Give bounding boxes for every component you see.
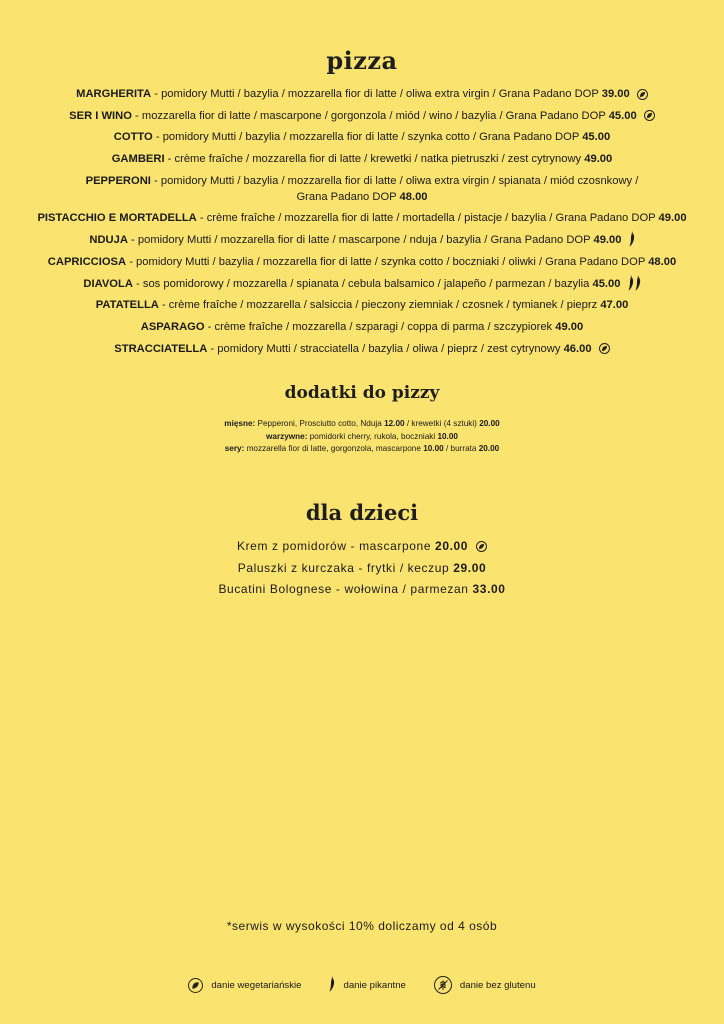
item-description: - crème fraîche / mozzarella / szparagi / coppa di parma / szczypiorek [204,320,556,333]
addons-text: / burrata [443,444,479,453]
addons-price: 20.00 [479,419,500,428]
item-description: - crème fraîche / mozzarella / salsiccia / pieczony ziemniak / czosnek / tymianek / pieprz [158,299,601,312]
item-price: 48.00 [399,191,428,204]
item-name: STRACCIATELLA [114,342,208,355]
menu-item-nduja [0,232,724,249]
addons-cheese-row [0,443,724,456]
item-name: ASPARAGO [140,320,205,333]
item-name: NDUJA [89,234,128,247]
chili-pepper-icon [629,231,635,247]
addons-label: sery: [224,444,245,453]
addons-veg-row [0,431,724,444]
item-description: - crème fraîche / mozzarella fior di latte / mortadella / pistacje / bazylia / Grana Padano DOP [196,212,659,225]
item-description: - pomidory Mutti / bazylia / mozzarella fior di latte / oliwa extra virgin / spianata / miód czosnkowy / Grana Padano DOP [150,174,639,204]
vegetarian-leaf-icon [644,110,655,121]
legend-spicy [329,977,405,993]
chili-pepper-icon [329,976,335,992]
item-price: 49.00 [658,212,687,225]
item-description: - pomidory Mutti / bazylia / mozzarella fior di latte / szynka cotto / boczniaki / oliwki / Grana Padano DOP [126,255,649,268]
menu-item-pepperoni [0,173,724,206]
item-description: - sos pomidorowy / mozzarella / spianata / cebula balsamico / jalapeño / parmezan / bazylia [132,277,593,290]
service-note: *serwis w wysokości 10% doliczamy od 4 osób [226,919,498,933]
item-price: 48.00 [648,255,677,268]
kids-item-price: 29.00 [453,560,487,575]
item-price: 45.00 [592,277,621,290]
kids-item [0,558,724,580]
item-price: 49.00 [555,320,584,333]
vegetarian-leaf-icon [637,89,648,100]
addons-text: mozzarella fior di latte, gorgonzola, mascarpone [244,444,424,453]
pizza-list [0,86,724,362]
menu-item-patatella [0,297,724,314]
menu-item-margherita [0,86,724,103]
item-price: 49.00 [593,234,622,247]
kids-item-text: Paluszki z kurczaka - frytki / keczup [237,560,454,575]
item-price: 45.00 [608,109,637,122]
menu-item-stracciatella [0,341,724,358]
item-description: - crème fraîche / mozzarella fior di latte / krewetki / natka pietruszki / zest cytrynowy [164,153,585,166]
addons-price: 12.00 [384,419,405,428]
menu-item-gamberi [0,151,724,168]
item-description: - mozzarella fior di latte / mascarpone / gorgonzola / miód / wino / bazylia / Grana Padano DOP [131,109,609,122]
item-description: - pomidory Mutti / mozzarella fior di latte / mascarpone / nduja / bazylia / Grana Padano DOP [127,234,594,247]
addons-text: pomidorki cherry, rukola, boczniaki [307,431,438,441]
item-price: 45.00 [582,131,611,144]
addons-label: mięsne: [224,419,256,428]
item-name: SER I WINO [69,109,132,122]
pizza-section-title: pizza [326,46,398,75]
item-description: - pomidory Mutti / bazylia / mozzarella fior di latte / szynka cotto / Grana Padano DOP [152,131,583,144]
addons-list [0,418,724,456]
item-name: PEPPERONI [85,174,151,187]
kids-item-text: Bucatini Bolognese - wołowina / parmezan [218,582,473,596]
addons-label: warzywne: [266,431,308,441]
kids-item [0,579,724,601]
kids-item [0,536,724,558]
chili-pepper-icon [635,275,641,291]
addons-meat-row [0,418,724,431]
item-price: 49.00 [584,153,613,166]
kids-list [0,536,724,601]
item-name: COTTO [113,131,153,144]
legend-spicy-label: danie pikantne [343,979,406,991]
legend-vegetarian-label: danie wegetariańskie [211,979,302,991]
menu-item-capricciosa [0,254,724,271]
vegetarian-leaf-icon [476,541,487,552]
addons-price: 10.00 [437,431,458,441]
kids-item-price: 33.00 [472,582,506,596]
addons-price: 20.00 [478,444,500,453]
item-price: 46.00 [563,342,592,355]
item-name: PISTACCHIO E MORTADELLA [37,212,197,225]
item-description: - pomidory Mutti / stracciatella / bazylia / oliwa / pieprz / zest cytrynowy [207,342,564,355]
kids-item-price: 20.00 [435,539,469,553]
item-description: - pomidory Mutti / bazylia / mozzarella fior di latte / oliwa extra virgin / Grana Padano DOP [151,88,602,100]
kids-item-text: Krem z pomidorów - mascarpone [236,539,436,553]
legend-gluten-free [434,976,536,994]
legend [0,976,724,994]
gluten-free-wheat-icon [434,976,452,994]
item-name: CAPRICCIOSA [47,255,127,268]
vegetarian-leaf-icon [599,343,610,354]
addons-text: Pepperoni, Prosciutto cotto, Nduja [255,419,385,428]
addons-section-title: dodatki do pizzy [284,383,440,403]
item-price: 39.00 [601,88,630,100]
menu-item-ser-i-wino [0,108,724,125]
item-name: MARGHERITA [76,88,152,100]
vegetarian-leaf-icon [188,978,203,993]
kids-section-title: dla dzieci [305,500,419,525]
chili-pepper-icon [628,275,634,291]
item-price: 47.00 [600,299,629,312]
menu-item-cotto [0,129,724,146]
addons-price: 10.00 [423,444,444,453]
menu-item-pistacchio-e-mortadella [0,210,724,227]
menu-item-asparago [0,319,724,336]
addons-text: / krewetki (4 sztuki) [404,419,480,428]
item-name: DIAVOLA [83,277,133,290]
item-name: PATATELLA [95,299,159,312]
legend-gluten-free-label: danie bez glutenu [459,979,536,991]
menu-item-diavola [0,276,724,293]
legend-vegetarian [188,978,301,993]
item-name: GAMBERI [111,153,165,166]
